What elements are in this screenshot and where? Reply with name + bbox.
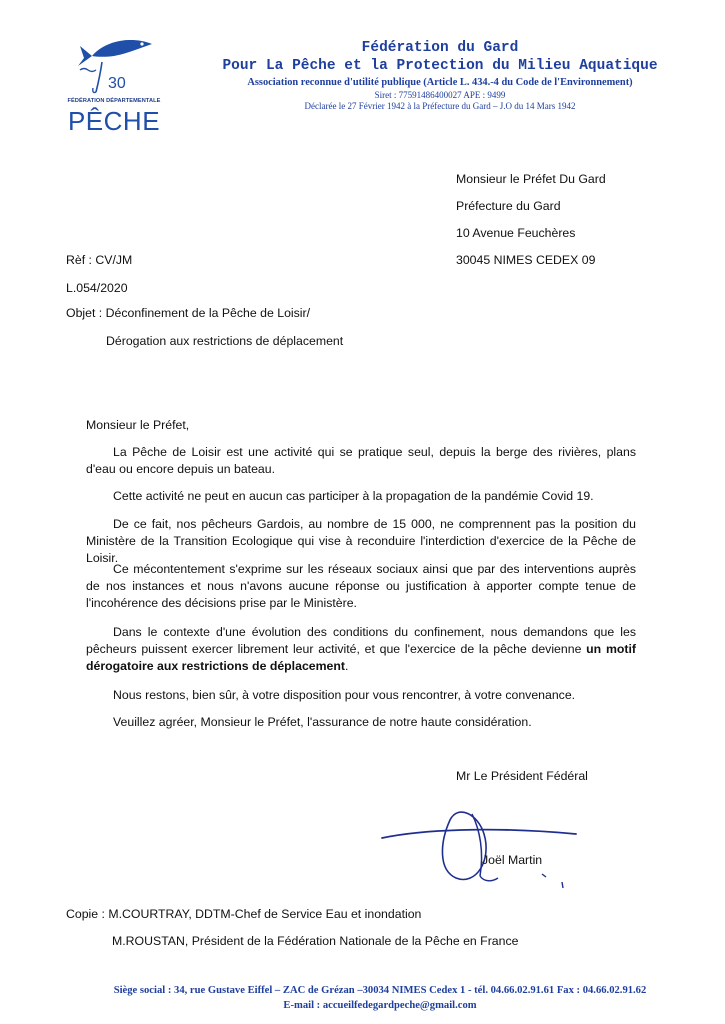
signatory-title: Mr Le Président Fédéral xyxy=(456,769,588,783)
paragraph-5-end: . xyxy=(345,659,349,673)
signature-scribble-icon xyxy=(380,790,580,900)
paragraph-3: De ce fait, nos pêcheurs Gardois, au nombre de 15 000, ne comprennent pas la position du Ministère de la Transition Ecologique qui vise à reconduire l'interdiction d'exercice de la Pêche de Loisir. xyxy=(86,517,636,565)
salutation: Monsieur le Préfet, xyxy=(86,418,190,432)
paragraph-5 xyxy=(86,624,636,675)
paragraph-5-emphasis: un motif dérogatoire aux restrictions de déplacement xyxy=(86,642,636,673)
federation-subtitle: Pour La Pêche et la Protection du Milieu Aquatique xyxy=(222,58,658,74)
logo-caption: FÉDÉRATION DÉPARTEMENTALE xyxy=(67,98,161,104)
declaration-line: Déclarée le 27 Février 1942 à la Préfecture du Gard – J.O du 14 Mars 1942 xyxy=(304,101,576,111)
federation-logo xyxy=(66,30,162,140)
subject-continuation: Dérogation aux restrictions de déplacement xyxy=(106,334,344,348)
association-line: Association reconnue d'utilité publique (Article L. 434.-4 du Code de l'Environnement) xyxy=(247,77,633,88)
closing-formula: Veuillez agréer, Monsieur le Préfet, l'assurance de notre haute considération. xyxy=(113,715,532,729)
copy-recipient-2: M.ROUSTAN, Président de la Fédération Nationale de la Pêche en France xyxy=(112,934,519,948)
handwritten-signature xyxy=(380,790,580,900)
recipient-city: 30045 NIMES CEDEX 09 xyxy=(456,253,596,267)
footer-address: Siège social : 34, rue Gustave Eiffel – ZAC de Grézan –30034 NIMES Cedex 1 - tél. 04.66.02.91.61 Fax : 04.66.02.91.62 xyxy=(113,985,647,996)
logo-number: 30 xyxy=(108,75,126,92)
paragraph-4: Ce mécontentement s'exprime sur les réseaux sociaux ainsi que par des interventions auprès de nos instances et nous n'avons aucune réponse ou justification à apporter compte tenue de l'incohérence des décisions prise par le Ministère. xyxy=(86,562,636,610)
fish-logo-icon xyxy=(66,30,162,100)
siret-line: Siret : 77591486400027 APE : 9499 xyxy=(374,90,506,100)
paragraph-6: Nous restons, bien sûr, à votre disposition pour vous rencontrer, à votre convenance. xyxy=(113,688,576,702)
subject-line: Objet : Déconfinement de la Pêche de Loisir/ xyxy=(66,306,311,320)
letter-number: L.054/2020 xyxy=(66,281,128,295)
logo-word: PÊCHE xyxy=(67,106,161,136)
paragraph-2: Cette activité ne peut en aucun cas participer à la propagation de la pandémie Covid 19. xyxy=(113,489,594,503)
paragraph-1: La Pêche de Loisir est une activité qui se pratique seul, depuis la berge des rivières, plans d'eau ou encore depuis un bateau. xyxy=(86,445,636,476)
reference-code: Rèf : CV/JM xyxy=(66,253,133,267)
federation-title: Fédération du Gard xyxy=(361,40,519,56)
footer-email: E-mail : accueilfedegardpeche@gmail.com xyxy=(283,1000,477,1011)
paragraph-5-text: Dans le contexte d'une évolution des conditions du confinement, nous demandons que les pêcheurs puissent exercer librement leur activité, et que l'exercice de la pêche devienne xyxy=(86,625,636,656)
recipient-office: Préfecture du Gard xyxy=(456,199,561,213)
recipient-name: Monsieur le Préfet Du Gard xyxy=(456,172,606,186)
signatory-name: Joël Martin xyxy=(482,853,543,867)
copy-recipient-1: Copie : M.COURTRAY, DDTM-Chef de Service Eau et inondation xyxy=(66,907,422,921)
recipient-street: 10 Avenue Feuchères xyxy=(456,226,576,240)
